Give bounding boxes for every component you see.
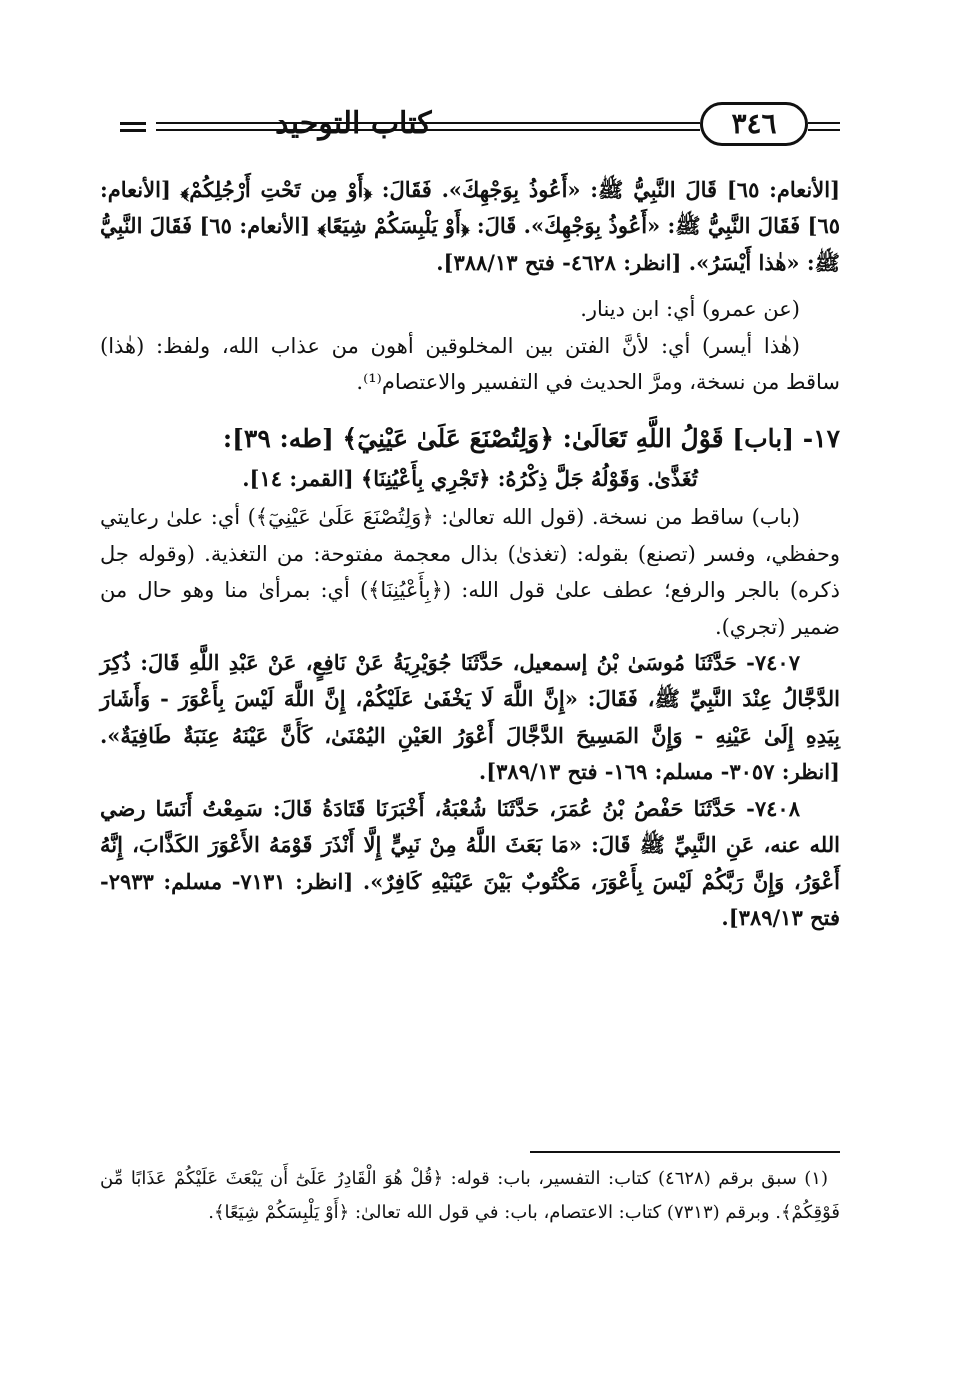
chapter-heading-continued: تُغَذَّىٰ. وَقَوْلُهُ جَلَّ ذِكْرُهُ: ﴿تَجْرِي بِأَعْيُنِنَا﴾ [القمر: ١٤].	[242, 466, 698, 492]
header-rule-right-upper	[808, 122, 840, 124]
hadith-7407: ٧٤٠٧- حَدَّثَنَا مُوسَىٰ بْنُ إسمعيل، حَدَّثَنَا جُوَيْرِيَةُ عَنْ نَافِعٍ، عَنْ عَبْدِ اللَّهِ قَالَ: ذُكِرَ الدَّجَّالُ عِنْدَ النَّبِيِّ ﷺ، فَقَالَ: «إِنَّ اللَّهَ لَا يَخْفَىٰ عَلَيْكُمْ، إِنَّ اللَّهَ لَيْسَ بِأَعْوَرَ - وَأَشَارَ بِيَدِهِ إِلَىٰ عَيْنِهِ - وَإِنَّ المَسِيحَ الدَّجَّالَ أَعْوَرُ العَيْنِ اليُمْنَىٰ، كَأَنَّ عَيْنَهُ عِنَبَةٌ طَافِيَةٌ». [انظر: ٣٠٥٧- مسلم: ١٦٩- فتح ٣٨٩/١٣].	[100, 650, 840, 785]
page-number-badge	[700, 102, 808, 146]
footnotes	[100, 1162, 840, 1230]
commentary-aysar: (هٰذا أيسر) أي: لأنَّ الفتن بين المخلوقين أهون من عذاب الله، ولفظ: (هٰذا) ساقط من نسخة، ومرَّ الحديث في التفسير والاعتصام⁽¹⁾.	[100, 333, 840, 395]
chapter-commentary: (باب) ساقط من نسخة. (قول الله تعالىٰ: ﴿وَلِتُصْنَعَ عَلَىٰ عَيْنِيٓ﴾) أي: علىٰ رعايتي وحفظي، وفسر (تصنع) بقوله: (تغذىٰ) بذال معجمة مفتوحة: من التغذية. (وقوله جل ذكره) بالجر والرفع؛ عطف علىٰ قول الله: (﴿بِأَعْيُنِنَا﴾) أي: بمرأىٰ منا وهو حال من ضمير (تجري).	[100, 505, 840, 639]
footnote-divider	[530, 1151, 840, 1153]
running-header	[100, 100, 840, 160]
hadith-7408: ٧٤٠٨- حَدَّثَنَا حَفْصُ بْنُ عُمَرَ، حَدَّثَنَا شُعْبَةُ، أَخْبَرَنَا قَتَادَةُ قَالَ: سَمِعْتُ أَنَسًا رضي الله عنه، عَنِ النَّبِيِّ ﷺ قَالَ: «مَا بَعَثَ اللَّهُ مِنْ نَبِيٍّ إِلَّا أَنْذَرَ قَوْمَهُ الأَعْوَرَ الكَذَّابَ، إِنَّهُ أَعْوَرُ، وَإِنَّ رَبَّكُمْ لَيْسَ بِأَعْوَرَ، مَكْتُوبٌ بَيْنَ عَيْنَيْهِ كَافِرٌ». [انظر: ٧١٣١- مسلم: ٢٩٣٣- فتح ٣٨٩/١٣].	[100, 795, 840, 930]
hadith-continuation: [الأنعام: ٦٥] قَالَ النَّبِيُّ ﷺ: «أَعُوذُ بِوَجْهِكَ». فَقَالَ: ﴿أَوْ مِن تَحْتِ أَرْجُلِكُمْ﴾ [الأنعام: ٦٥] فَقَالَ النَّبِيُّ ﷺ: «أَعُوذُ بِوَجْهِكَ». قَالَ: ﴿أَوْ يَلْبِسَكُمْ شِيَعًا﴾ [الأنعام: ٦٥] فَقَالَ النَّبِيُّ ﷺ: «هٰذا أَيْسَرُ». [انظر: ٤٦٢٨- فتح ٣٨٨/١٣].	[100, 177, 841, 275]
header-dash-ornament	[120, 122, 146, 132]
chapter-heading: ١٧- [باب] قَوْلُ اللَّهِ تَعَالَىٰ: ﴿وَلِتُصْنَعَ عَلَىٰ عَيْنِيٓ﴾ [طه: ٣٩]:	[222, 424, 840, 454]
main-text	[100, 172, 840, 936]
header-rule-right-lower	[808, 129, 840, 131]
footnote-1: (١) سبق برقم (٤٦٢٨) كتاب: التفسير، باب: قوله: ﴿قُلْ هُوَ الْقَادِرُ عَلَىٰٓ أَن يَبْعَثَ عَلَيْكُمْ عَذَابًا مِّن فَوْقِكُمْ﴾. وبرقم (٧٣١٣) كتاب: الاعتصام، باب: في قول الله تعالىٰ: ﴿أَوْ يَلْبِسَكُمْ شِيَعًا﴾.	[100, 1168, 840, 1223]
book-title: كتاب التوحيد	[275, 106, 432, 141]
commentary-amr: (عن عمرو) أي: ابن دينار.	[580, 297, 800, 322]
page-number: ٣٤٦	[731, 107, 777, 140]
